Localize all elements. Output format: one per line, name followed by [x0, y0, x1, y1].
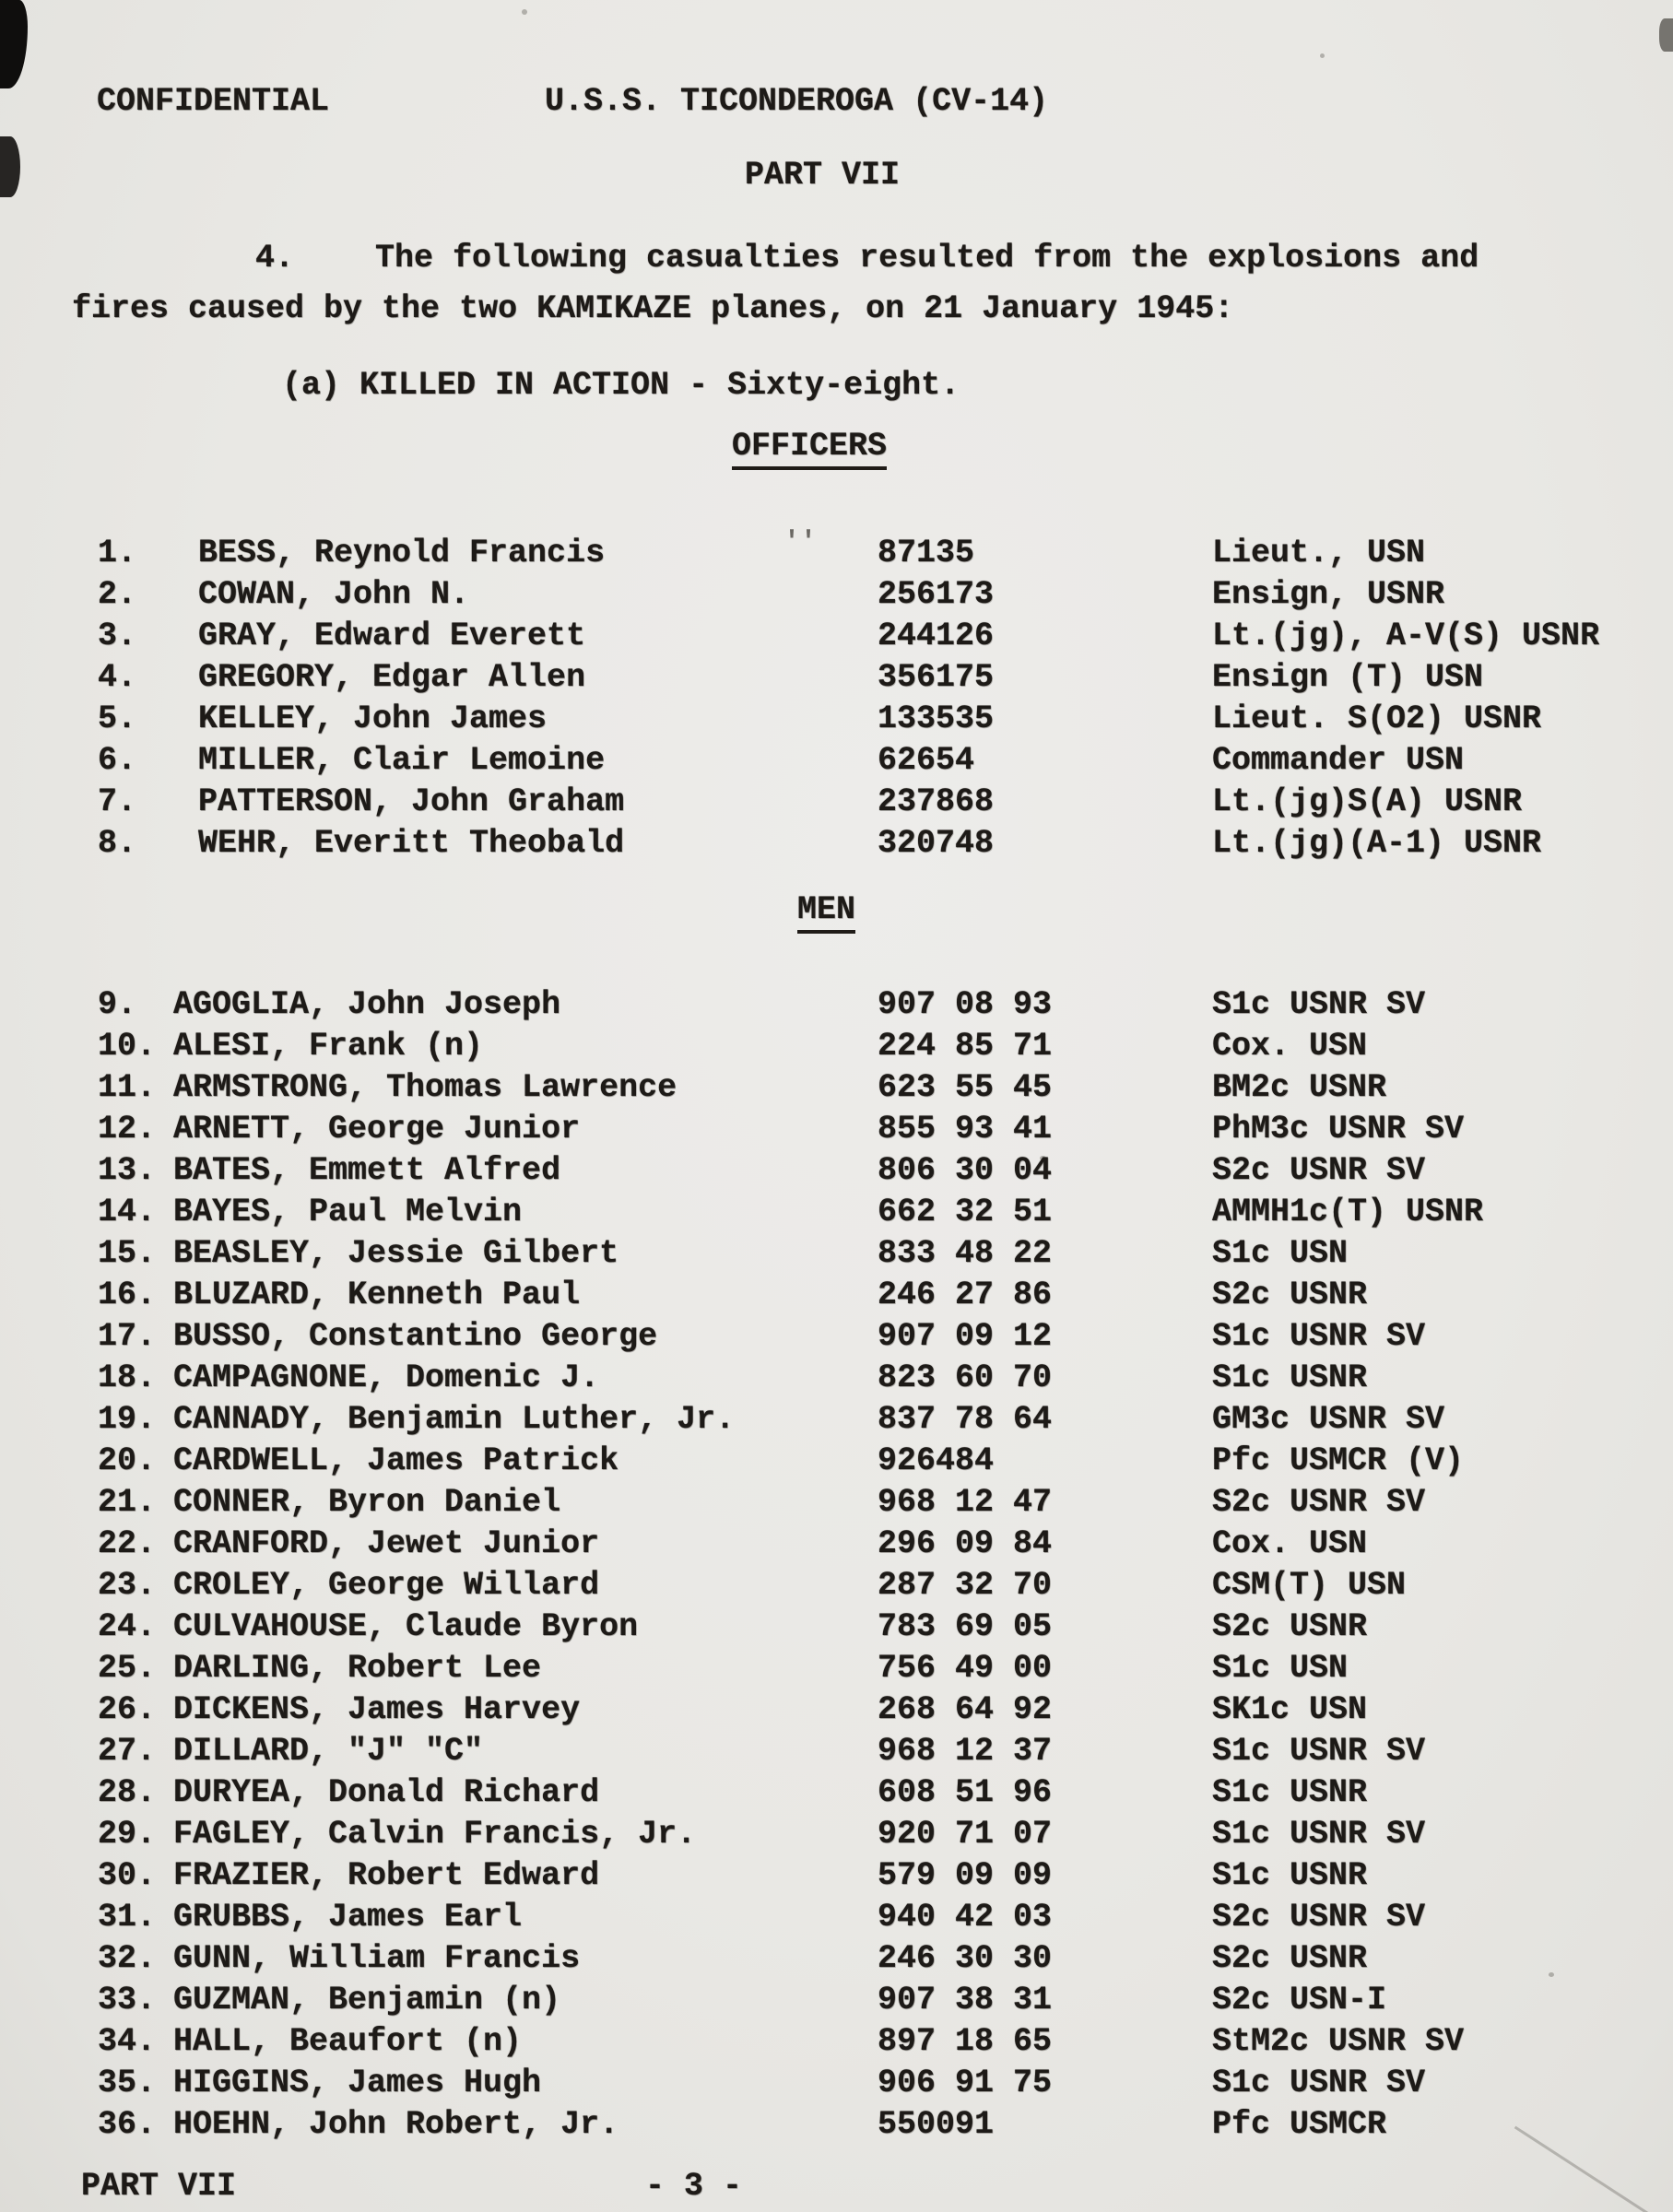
casualty-number: 16. [98, 1277, 157, 1313]
scan-artifact-blob-top-left [0, 0, 28, 88]
casualty-number: 22. [98, 1525, 157, 1562]
casualty-rank-rating: S1c USNR SV [1212, 1816, 1426, 1853]
casualty-row [0, 1109, 1673, 1150]
casualty-service-number: 268 64 92 [878, 1691, 1053, 1728]
casualty-row [0, 740, 1673, 782]
casualty-name: HIGGINS, James Hugh [173, 2065, 542, 2101]
casualty-service-number: 550091 [878, 2106, 995, 2143]
casualty-number: 33. [98, 1982, 157, 2018]
casualty-rank-rating: S2c USN-I [1212, 1982, 1387, 2018]
footer-page-number: - 3 - [645, 2168, 743, 2205]
casualty-rank-rating: Lt.(jg), A-V(S) USNR [1212, 618, 1600, 654]
ship-title: U.S.S. TICONDEROGA (CV-14) [545, 83, 1049, 120]
casualty-name: ARNETT, George Junior [173, 1111, 581, 1147]
casualty-name: DICKENS, James Harvey [173, 1691, 581, 1728]
casualty-number: 14. [98, 1194, 157, 1230]
casualty-name: BESS, Reynold Francis [198, 535, 606, 571]
casualty-rank-rating: Cox. USN [1212, 1028, 1368, 1065]
casualty-service-number: 237868 [878, 783, 995, 820]
casualty-service-number: 926484 [878, 1442, 995, 1479]
casualty-rank-rating: S1c USNR [1212, 1359, 1368, 1396]
casualty-row [0, 1648, 1673, 1689]
casualty-name: CONNER, Byron Daniel [173, 1484, 561, 1521]
casualty-number: 35. [98, 2065, 157, 2101]
casualty-name: GUZMAN, Benjamin (n) [173, 1982, 561, 2018]
casualty-number: 12. [98, 1111, 157, 1147]
casualty-number: 30. [98, 1857, 157, 1894]
casualty-name: WEHR, Everitt Theobald [198, 825, 625, 862]
scan-artifact-top-right [1659, 18, 1673, 52]
casualty-number: 34. [98, 2023, 157, 2060]
casualty-row [0, 1192, 1673, 1233]
scan-speck [522, 9, 527, 15]
casualty-name: KELLEY, John James [198, 700, 548, 737]
casualty-number: 18. [98, 1359, 157, 1396]
casualty-row [0, 1441, 1673, 1482]
casualty-service-number: 907 09 12 [878, 1318, 1053, 1355]
casualty-row [0, 1606, 1673, 1648]
casualty-number: 28. [98, 1774, 157, 1811]
casualty-number: 20. [98, 1442, 157, 1479]
casualty-number: 17. [98, 1318, 157, 1355]
casualty-service-number: 256173 [878, 576, 995, 613]
casualty-service-number: 907 38 31 [878, 1982, 1053, 2018]
casualty-row [0, 2104, 1673, 2146]
casualty-name: CANNADY, Benjamin Luther, Jr. [173, 1401, 736, 1438]
casualty-name: DARLING, Robert Lee [173, 1650, 542, 1687]
casualty-service-number: 837 78 64 [878, 1401, 1053, 1438]
casualty-row [0, 2063, 1673, 2104]
casualty-rank-rating: Ensign (T) USN [1212, 659, 1484, 696]
casualty-name: GRUBBS, James Earl [173, 1899, 523, 1936]
casualty-row [0, 984, 1673, 1026]
casualty-rank-rating: S1c USNR [1212, 1857, 1368, 1894]
casualty-rank-rating: Lt.(jg)(A-1) USNR [1212, 825, 1542, 862]
casualty-row [0, 1482, 1673, 1524]
casualty-service-number: 320748 [878, 825, 995, 862]
casualty-row [0, 1731, 1673, 1772]
casualty-service-number: 662 32 51 [878, 1194, 1053, 1230]
casualty-rank-rating: S2c USNR SV [1212, 1152, 1426, 1189]
casualty-rank-rating: S2c USNR [1212, 1277, 1368, 1313]
casualty-service-number: 907 08 93 [878, 986, 1053, 1023]
casualty-service-number: 87135 [878, 535, 975, 571]
casualty-number: 27. [98, 1733, 157, 1770]
casualty-name: BATES, Emmett Alfred [173, 1152, 561, 1189]
casualty-service-number: 579 09 09 [878, 1857, 1053, 1894]
casualty-name: BLUZARD, Kenneth Paul [173, 1277, 581, 1313]
casualty-service-number: 833 48 22 [878, 1235, 1053, 1272]
casualty-service-number: 287 32 70 [878, 1567, 1053, 1604]
casualty-row [0, 782, 1673, 823]
casualty-rank-rating: S1c USNR SV [1212, 986, 1426, 1023]
casualty-row [0, 574, 1673, 616]
casualty-rank-rating: GM3c USNR SV [1212, 1401, 1445, 1438]
casualty-row [0, 1399, 1673, 1441]
casualty-rank-rating: Pfc USMCR (V) [1212, 1442, 1465, 1479]
casualty-number: 5. [98, 700, 137, 737]
casualty-row [0, 1067, 1673, 1109]
part-heading: PART VII [745, 157, 901, 194]
casualty-number: 24. [98, 1608, 157, 1645]
footer-part-label: PART VII [81, 2168, 237, 2205]
casualty-row [0, 2021, 1673, 2063]
men-list [0, 984, 1673, 2146]
casualty-rank-rating: S2c USNR SV [1212, 1484, 1426, 1521]
casualty-number: 25. [98, 1650, 157, 1687]
casualty-service-number: 224 85 71 [878, 1028, 1053, 1065]
casualty-number: 11. [98, 1069, 157, 1106]
casualty-number: 13. [98, 1152, 157, 1189]
casualty-rank-rating: SK1c USN [1212, 1691, 1368, 1728]
casualty-rank-rating: CSM(T) USN [1212, 1567, 1407, 1604]
casualty-service-number: 906 91 75 [878, 2065, 1053, 2101]
casualty-name: DILLARD, "J" "C" [173, 1733, 484, 1770]
casualty-number: 6. [98, 742, 137, 779]
casualty-number: 32. [98, 1940, 157, 1977]
casualty-row [0, 1565, 1673, 1606]
casualty-row [0, 1316, 1673, 1358]
casualty-row [0, 1938, 1673, 1980]
casualty-row [0, 616, 1673, 657]
casualty-service-number: 968 12 37 [878, 1733, 1053, 1770]
casualty-rank-rating: Ensign, USNR [1212, 576, 1445, 613]
casualty-name: ALESI, Frank (n) [173, 1028, 484, 1065]
paragraph-line-2: fires caused by the two KAMIKAZE planes, on 21 January 1945: [72, 290, 1234, 327]
casualty-number: 1. [98, 535, 137, 571]
casualty-service-number: 608 51 96 [878, 1774, 1053, 1811]
casualty-row [0, 699, 1673, 740]
casualty-number: 7. [98, 783, 137, 820]
casualty-rank-rating: Commander USN [1212, 742, 1465, 779]
men-heading: MEN [797, 889, 855, 931]
casualty-service-number: 246 30 30 [878, 1940, 1053, 1977]
casualty-name: CULVAHOUSE, Claude Byron [173, 1608, 639, 1645]
casualty-row [0, 1275, 1673, 1316]
casualty-number: 23. [98, 1567, 157, 1604]
casualty-service-number: 623 55 45 [878, 1069, 1053, 1106]
casualty-rank-rating: BM2c USNR [1212, 1069, 1387, 1106]
casualty-rank-rating: S2c USNR [1212, 1940, 1368, 1977]
casualty-row [0, 1814, 1673, 1855]
casualty-service-number: 940 42 03 [878, 1899, 1053, 1936]
casualty-service-number: 756 49 00 [878, 1650, 1053, 1687]
casualty-row [0, 533, 1673, 574]
casualty-row [0, 1150, 1673, 1192]
casualty-service-number: 968 12 47 [878, 1484, 1053, 1521]
casualty-name: FAGLEY, Calvin Francis, Jr. [173, 1816, 697, 1853]
casualty-name: COWAN, John N. [198, 576, 470, 613]
paragraph-number: 4. [255, 240, 295, 276]
casualty-row [0, 1855, 1673, 1897]
casualty-number: 19. [98, 1401, 157, 1438]
casualty-name: PATTERSON, John Graham [198, 783, 625, 820]
casualty-name: MILLER, Clair Lemoine [198, 742, 606, 779]
casualty-number: 31. [98, 1899, 157, 1936]
casualty-row [0, 1897, 1673, 1938]
casualty-service-number: 244126 [878, 618, 995, 654]
casualty-rank-rating: Lieut., USN [1212, 535, 1426, 571]
officers-heading: OFFICERS [732, 426, 887, 467]
casualty-service-number: 356175 [878, 659, 995, 696]
classification-label: CONFIDENTIAL [97, 83, 330, 120]
casualty-rank-rating: S1c USNR SV [1212, 1318, 1426, 1355]
casualty-number: 4. [98, 659, 137, 696]
casualty-name: GUNN, William Francis [173, 1940, 581, 1977]
casualty-row [0, 1772, 1673, 1814]
casualty-rank-rating: S1c USNR [1212, 1774, 1368, 1811]
casualty-row [0, 1524, 1673, 1565]
casualty-name: FRAZIER, Robert Edward [173, 1857, 600, 1894]
casualty-rank-rating: S1c USN [1212, 1235, 1349, 1272]
casualty-rank-rating: Cox. USN [1212, 1525, 1368, 1562]
casualty-row [0, 1026, 1673, 1067]
casualty-service-number: 920 71 07 [878, 1816, 1053, 1853]
casualty-rank-rating: S1c USN [1212, 1650, 1349, 1687]
casualty-name: CRANFORD, Jewet Junior [173, 1525, 600, 1562]
scan-artifact-blob-left [0, 136, 20, 197]
casualty-row [0, 1233, 1673, 1275]
casualty-rank-rating: Lt.(jg)S(A) USNR [1212, 783, 1523, 820]
casualty-name: CARDWELL, James Patrick [173, 1442, 619, 1479]
casualty-rank-rating: S1c USNR SV [1212, 1733, 1426, 1770]
casualty-row [0, 657, 1673, 699]
casualty-row [0, 1358, 1673, 1399]
casualty-name: GRAY, Edward Everett [198, 618, 586, 654]
casualty-name: BAYES, Paul Melvin [173, 1194, 523, 1230]
casualty-number: 29. [98, 1816, 157, 1853]
casualty-service-number: 806 30 04 [878, 1152, 1053, 1189]
casualty-number: 26. [98, 1691, 157, 1728]
officers-list [0, 533, 1673, 865]
casualty-service-number: 783 69 05 [878, 1608, 1053, 1645]
casualty-row [0, 1689, 1673, 1731]
casualty-name: AGOGLIA, John Joseph [173, 986, 561, 1023]
casualty-name: HALL, Beaufort (n) [173, 2023, 523, 2060]
casualty-name: DURYEA, Donald Richard [173, 1774, 600, 1811]
casualty-rank-rating: S1c USNR SV [1212, 2065, 1426, 2101]
casualty-rank-rating: StM2c USNR SV [1212, 2023, 1465, 2060]
casualty-name: BUSSO, Constantino George [173, 1318, 658, 1355]
casualty-number: 21. [98, 1484, 157, 1521]
casualty-number: 3. [98, 618, 137, 654]
casualty-rank-rating: S2c USNR [1212, 1608, 1368, 1645]
casualty-row [0, 823, 1673, 865]
casualty-rank-rating: Pfc USMCR [1212, 2106, 1387, 2143]
casualty-service-number: 855 93 41 [878, 1111, 1053, 1147]
casualty-number: 9. [98, 986, 137, 1023]
casualty-service-number: 897 18 65 [878, 2023, 1053, 2060]
casualty-rank-rating: PhM3c USNR SV [1212, 1111, 1465, 1147]
casualty-row [0, 1980, 1673, 2021]
casualty-service-number: 296 09 84 [878, 1525, 1053, 1562]
casualty-number: 10. [98, 1028, 157, 1065]
casualty-number: 15. [98, 1235, 157, 1272]
scan-speck [1320, 53, 1325, 58]
casualty-service-number: 133535 [878, 700, 995, 737]
casualty-name: ARMSTRONG, Thomas Lawrence [173, 1069, 677, 1106]
subsection-heading: (a) KILLED IN ACTION - Sixty-eight. [282, 367, 960, 404]
casualty-name: CAMPAGNONE, Domenic J. [173, 1359, 600, 1396]
casualty-rank-rating: Lieut. S(O2) USNR [1212, 700, 1542, 737]
casualty-name: CROLEY, George Willard [173, 1567, 600, 1604]
paragraph-line-1: The following casualties resulted from the explosions and [375, 240, 1479, 276]
casualty-number: 8. [98, 825, 137, 862]
casualty-name: HOEHN, John Robert, Jr. [173, 2106, 619, 2143]
casualty-name: BEASLEY, Jessie Gilbert [173, 1235, 619, 1272]
casualty-number: 36. [98, 2106, 157, 2143]
casualty-name: GREGORY, Edgar Allen [198, 659, 586, 696]
casualty-service-number: 62654 [878, 742, 975, 779]
scan-stray-mark: '' [783, 527, 818, 559]
casualty-service-number: 246 27 86 [878, 1277, 1053, 1313]
casualty-number: 2. [98, 576, 137, 613]
casualty-rank-rating: AMMH1c(T) USNR [1212, 1194, 1484, 1230]
casualty-service-number: 823 60 70 [878, 1359, 1053, 1396]
casualty-rank-rating: S2c USNR SV [1212, 1899, 1426, 1936]
